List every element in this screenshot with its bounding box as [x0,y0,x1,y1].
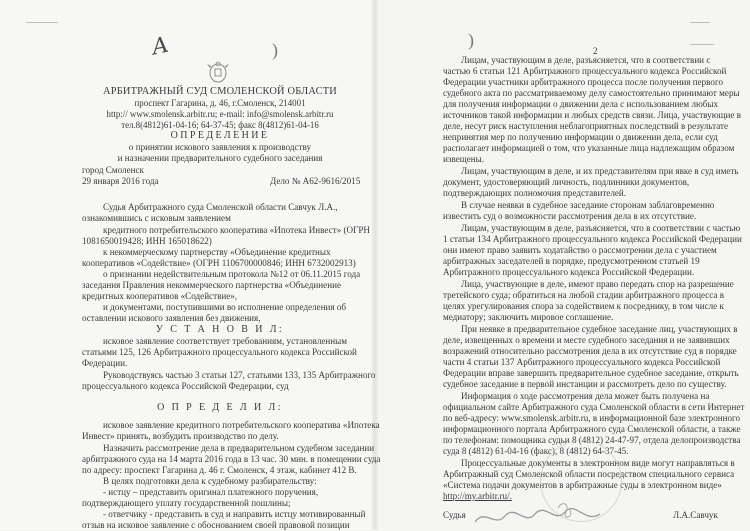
body-line: исковое заявление кредитного потребительского кооператива «Ипотека [103,420,380,430]
body-line: ознакомившись с исковым заявлением [82,213,231,223]
body-line: Лица, участвующие в деле, имеют право передать спор на разрешение [461,279,734,289]
body-line: извещены. [443,154,485,164]
body-line: они имеют право заявить ходатайство о рассмотрении дела с участием [443,245,717,255]
body-line: судебного акта по рассматриваемому делу самостоятельно принимают меры [443,88,740,98]
body-line: целях урегулирования спора за содействием к посреднику, в том числе к [443,301,724,311]
body-line: кредитного потребительского кооператива «Ипотека Инвест» (ОГРН [103,225,370,235]
page-number: 2 [593,46,598,56]
body-line: подтверждающих полномочия представителей. [443,188,627,198]
body-line: известить суд о возможности рассмотрения дела в их отсутствие. [443,211,697,221]
handwritten-signature-icon [470,500,610,530]
body-line: источников такой информации и любых средств связи. Лица, участвующие в [443,110,741,120]
body-line: частью 6 статьи 121 Арбитражного процессуального кодекса Российской [443,66,727,76]
heading-ruled: О П Р Е Д Е Л И Л: [157,402,283,413]
signature-label: Судья [443,510,466,520]
body-line: по адресу: проспект Гагарина д. 46 г. Смоленск, 4 этаж, кабинет 412 В. [82,465,357,475]
body-line: В случае неявки в судебное заседание сторонам заблаговременно [461,200,715,210]
body-line: Инвест» принять, возбудить производство по делу. [82,431,279,441]
body-line: части 4 статьи 137 Арбитражного процессуального кодекса Российской [443,357,721,367]
body-line: арбитражных заседателей в порядке, предусмотренном статьей 19 [443,256,700,266]
case-number: Дело № А62-9616/2015 [270,176,361,186]
body-line: возражений относительно рассмотрения дела в их отсутствие суд в порядке [443,346,737,356]
body-line: Лицам, участвующим в деле, разъясняется, что в соответствии с частью [461,223,741,233]
body-line: Арбитражный суд Смоленской области посредством специального сервиса [443,469,735,479]
body-line: по веб-адресу: www.smolensk.arbitr.ru, в информационной базе электронного [443,413,741,423]
court-address: проспект Гагарина, д. 46, г.Смоленск, 214001 [134,98,306,108]
body-line: кооперативов «Содействие» (ОГРН 1106700000846; ИНН 6732002913) [82,258,356,268]
body-line: - ответчику - представить в суд и направить истцу мотивированный [103,509,366,519]
court-web-email: http:// www.smolensk.arbitr.ru; e-mail: info@smolensk.arbitr.ru [106,109,334,119]
scan-mark [690,22,710,23]
coat-of-arms-icon [205,60,231,84]
body-line: непринятия мер по получению информации о движении дела, если суд [443,132,718,142]
body-line: подтверждающего уплату государственной пошлины; [82,498,291,508]
body-line: Лицам, участвующим в деле, разъясняется, что в соответствии с [461,55,711,65]
body-line: отзыв на исковое заявление с обоснованием своей правовой позиции [82,520,350,530]
body-line: оставлении искового заявления без движения, [82,313,261,323]
document-subtitle-2: и назначении предварительного судебного заседания [117,153,323,163]
body-line: информационного портала Арбитражного суда Смоленской области, а также [443,424,741,434]
body-line: к некоммерческому партнерству «Объединение кредитных [103,247,331,257]
body-line: Процессуальные документы в электронном виде могут направляться в [461,458,735,468]
city: город Смоленск [82,165,144,175]
body-line: судебное заседание в первой инстанции и рассмотреть дело по существу. [443,379,727,389]
body-line: процессуального кодекса Российской Федерации, суд [82,381,289,391]
body-line: Федерации вправе завершить предварительное судебное заседание, открыть [443,368,739,378]
document-subtitle-1: о принятии искового заявления к производству [128,142,312,152]
signature-name: Л.А.Савчук [673,510,718,520]
service-link[interactable]: http://my.arbitr.ru/. [443,491,512,501]
body-line: о признании недействительным протокола №12 от 06.11.2015 года [103,269,361,279]
body-line: медиатору; заключить мировое соглашение. [443,312,614,322]
body-line: Федерации. [82,358,128,368]
body-line: деле, извещенных о времени и месте судебного заседания и не заявивших [443,335,730,345]
body-line: - истцу – представить оригинал платежного поручения, [103,487,319,497]
body-line: При неявке в предварительное судебное заседание лиц, участвующих в [461,324,738,334]
scan-artifact-paren: ) [468,30,474,50]
court-name: АРБИТРАЖНЫЙ СУД СМОЛЕНСКОЙ ОБЛАСТИ [103,86,337,97]
body-line: располагает информацией о том, что указанные лица надлежащим образом [443,143,735,153]
body-line: суда 8 (4812) 61-04-16 (факс), 8 (4812) 64-37-45. [443,446,629,456]
scan-mark [690,44,714,45]
body-line: арбитражного суда на 14 марта 2016 года в 13 час. 30 мин. в помещении суда [82,454,381,464]
court-phones: тел.8(4812)61-04-16; 64-37-45; факс 8(4812)61-04-16 [121,120,319,130]
body-line: по телефонам: помощника судьи 8 (4812) 24-47-97, отдела делопроизводства [443,435,741,445]
handwritten-mark: А [149,32,172,61]
document-date: 29 января 2016 года [82,176,159,186]
body-line: Судья Арбитражного суда Смоленской области Савчук Л.А., [103,202,338,212]
body-line: деле, несут риск наступления неблагоприятных последствий в результате [443,121,729,131]
body-line: Назначить рассмотрение дела в предварительном судебном заседании [103,443,375,453]
body-line: и документами, поступившими во исполнение определения об [103,302,347,312]
body-line: Федерации участники арбитражного процесса после получения первого [443,77,724,87]
body-line: исковое заявление соответствует требованиям, установленным [103,336,347,346]
body-line: Арбитражного процессуального кодекса Российской Федерации. [443,267,695,277]
body-line: статьями 125, 126 Арбитражного процессуального кодекса Российской [82,347,357,357]
heading-established: У С Т А Н О В И Л: [155,324,285,335]
body-line: официальном сайте Арбитражного суда Смоленской области в сети Интернет [443,402,745,412]
body-line: «Система подачи документов в арбитражные суды в электронном виде» [443,480,722,490]
document-type: ОПРЕДЕЛЕНИЕ [170,130,270,141]
body-line: Лицам, участвующим в деле, и их представителям при явке в суд иметь [461,166,739,176]
body-line: Информация о ходе рассмотрения дела может быть получена на [461,391,710,401]
scan-mark [26,22,58,23]
body-line: Руководствуясь частью 3 статьи 127, статьями 133, 135 Арбитражного [103,370,376,380]
scan-artifact-paren: ) [272,40,278,60]
body-line: 1 статьи 134 Арбитражного процессуального кодекса Российской Федерации [443,234,742,244]
body-line: 1081650019428; ИНН 165018622) [82,236,212,246]
body-line: заседания Правления некоммерческого партнерства «Объединение [82,280,341,290]
body-line: для получения информации о движении дела с использованием любых [443,99,719,109]
body-line: В целях подготовки дела к судебному разбирательству: [103,476,317,486]
body-line: документ, удостоверяющий личность, подлинники документов, [443,177,690,187]
body-line: кредитных кооперативов «Содействие», [82,291,238,301]
body-line: третейского суда; обратиться на любой стадии арбитражного процесса в [443,290,724,300]
